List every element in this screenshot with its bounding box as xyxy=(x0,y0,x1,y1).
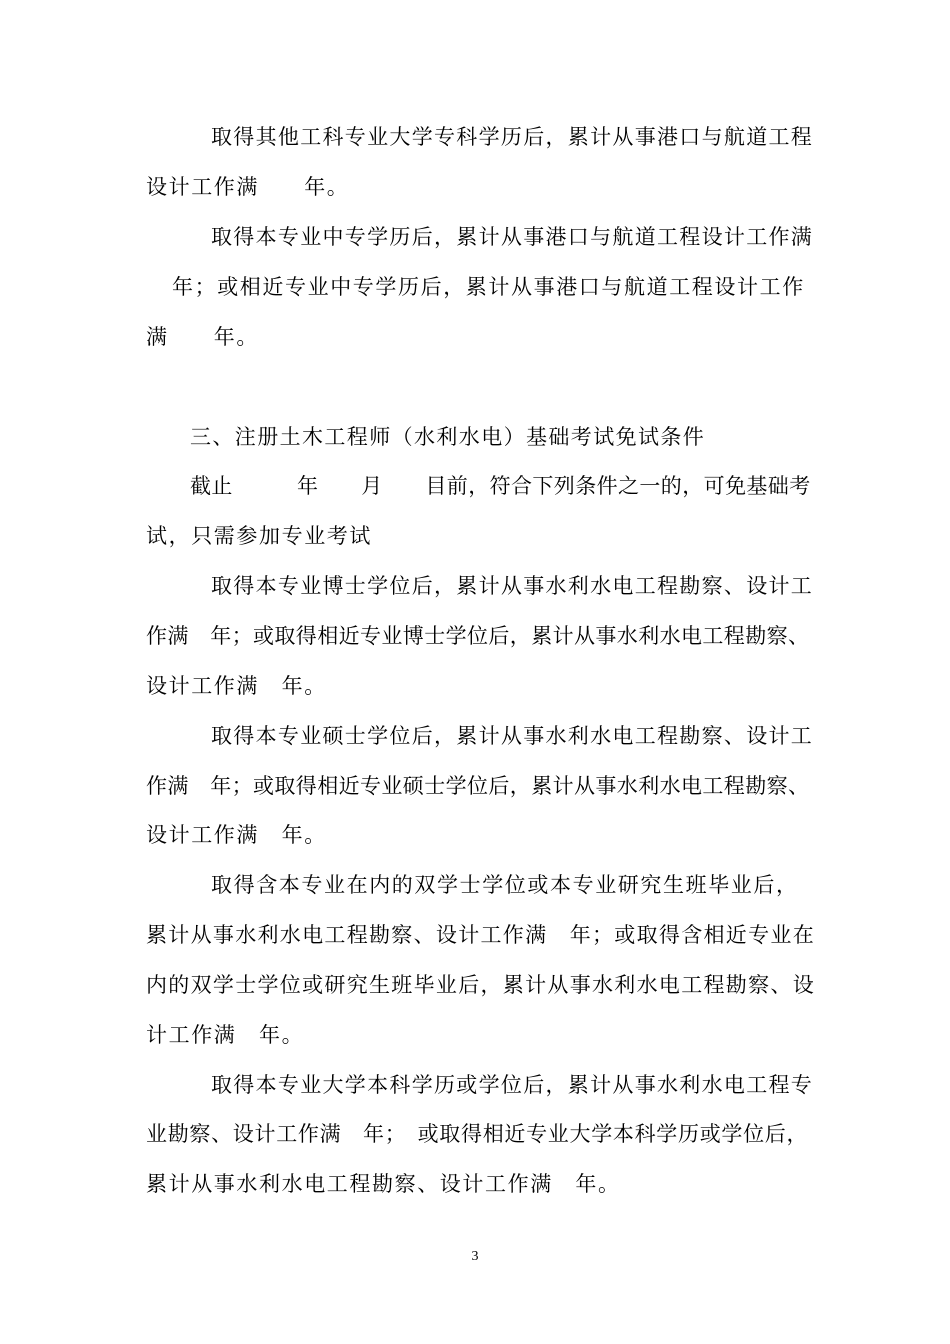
paragraph-line: 试，只需参加专业考试 xyxy=(146,524,372,548)
paragraph-line: 计工作满 年。 xyxy=(146,1023,305,1047)
paragraph-line: 设计工作满 年。 xyxy=(146,175,350,199)
paragraph-line: 取得其他工科专业大学专科学历后，累计从事港口与航道工程 xyxy=(211,125,814,149)
paragraph-line: 作满 年；或取得相近专业硕士学位后，累计从事水利水电工程勘察、 xyxy=(146,774,810,798)
paragraph-line: 设计工作满 年。 xyxy=(146,674,327,698)
paragraph-line: 取得本专业博士学位后，累计从事水利水电工程勘察、设计工 xyxy=(211,574,814,598)
paragraph-line: 内的双学士学位或研究生班毕业后，累计从事水利水电工程勘察、设 xyxy=(146,973,815,997)
paragraph-line: 作满 年；或取得相近专业博士学位后，累计从事水利水电工程勘察、 xyxy=(146,624,810,648)
page-number: 3 xyxy=(471,1249,479,1264)
paragraph-line: 业勘察、设计工作满 年； 或取得相近专业大学本科学历或学位后， xyxy=(146,1122,809,1146)
section-heading: 三、注册土木工程师（水利水电）基础考试免试条件 xyxy=(190,425,706,449)
paragraph-line: 累计从事水利水电工程勘察、设计工作满 年；或取得含相近专业在 xyxy=(146,923,815,947)
paragraph-line: 取得本专业中专学历后，累计从事港口与航道工程设计工作满 xyxy=(211,225,814,249)
paragraph-line: 累计从事水利水电工程勘察、设计工作满 年。 xyxy=(146,1172,621,1196)
paragraph-line: 取得本专业大学本科学历或学位后，累计从事水利水电工程专 xyxy=(211,1073,814,1097)
paragraph-line: 设计工作满 年。 xyxy=(146,823,327,847)
paragraph-line: 截止 年 月 目前，符合下列条件之一的，可免基础考 xyxy=(190,474,811,498)
paragraph-line: 年；或相近专业中专学历后，累计从事港口与航道工程设计工作 xyxy=(172,275,805,299)
paragraph-line: 满 年。 xyxy=(146,325,259,349)
paragraph-line: 取得含本专业在内的双学士学位或本专业研究生班毕业后， xyxy=(211,873,799,897)
paragraph-line: 取得本专业硕士学位后，累计从事水利水电工程勘察、设计工 xyxy=(211,724,814,748)
